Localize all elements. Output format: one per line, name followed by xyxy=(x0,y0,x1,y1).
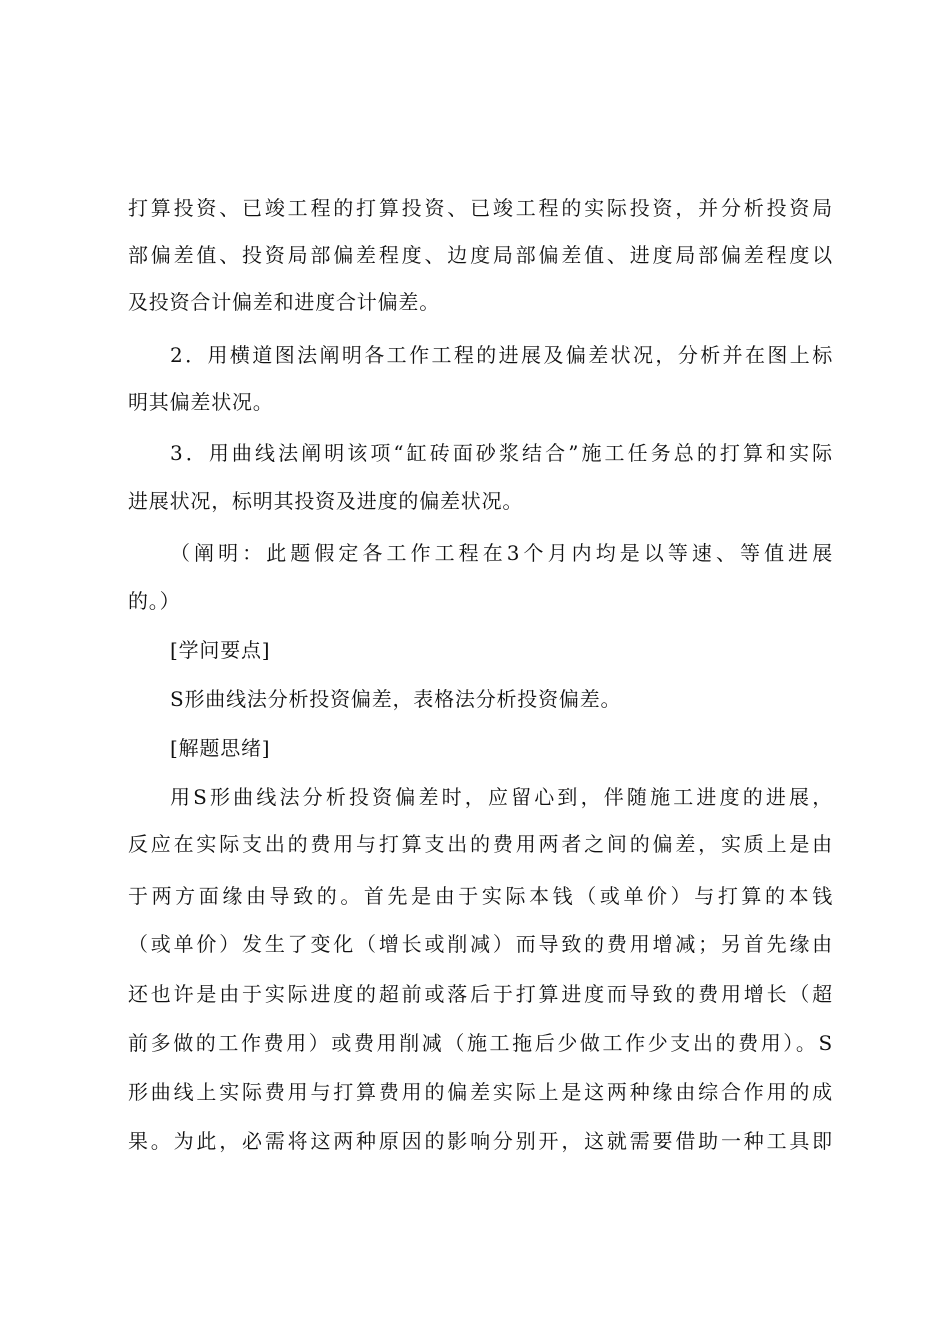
section-heading: [学问要点] xyxy=(170,638,271,662)
text-line: 及投资合计偏差和进度合计偏差。 xyxy=(128,290,440,314)
text-line: 明其偏差状况。 xyxy=(128,390,274,414)
text-line: 打算投资、已竣工程的打算投资、已竣工程的实际投资，并分析投资局 xyxy=(128,196,833,220)
text-line: 前多做的工作费用）或费用削减（施工拖后少做工作少支出的费用）。S xyxy=(128,1031,833,1055)
section-heading: [解题思绪] xyxy=(170,736,271,760)
text-line: 反应在实际支出的费用与打算支出的费用两者之间的偏差，实质上是由 xyxy=(128,832,833,856)
text-line: 用S形曲线法分析投资偏差时，应留心到，伴随施工进度的进展， xyxy=(170,785,833,809)
text-line: （或单价）发生了变化（增长或削减）而导致的费用增减；另首先缘由 xyxy=(128,932,833,956)
text-line: 还也许是由于实际进度的超前或落后于打算进度而导致的费用增长（超 xyxy=(128,982,833,1006)
text-line: 3．用曲线法阐明该项“缸砖面砂浆结合”施工任务总的打算和实际 xyxy=(170,441,833,465)
text-line: 进展状况，标明其投资及进度的偏差状况。 xyxy=(128,489,524,513)
text-line: 的。） xyxy=(128,589,181,613)
text-line: 2．用横道图法阐明各工作工程的进展及偏差状况，分析并在图上标 xyxy=(170,343,833,367)
text-line: 于两方面缘由导致的。首先是由于实际本钱（或单价）与打算的本钱 xyxy=(128,884,833,908)
text-line: S形曲线法分析投资偏差，表格法分析投资偏差。 xyxy=(170,687,622,711)
text-line: 果。为此，必需将这两种原因的影响分别开，这就需要借助一种工具即 xyxy=(128,1129,833,1153)
text-line: 部偏差值、投资局部偏差程度、边度局部偏差值、进度局部偏差程度以 xyxy=(128,243,833,267)
text-line: （阐明：此题假定各工作工程在3个月内均是以等速、等值进展 xyxy=(170,541,833,565)
text-line: 形曲线上实际费用与打算费用的偏差实际上是这两种缘由综合作用的成 xyxy=(128,1080,833,1104)
